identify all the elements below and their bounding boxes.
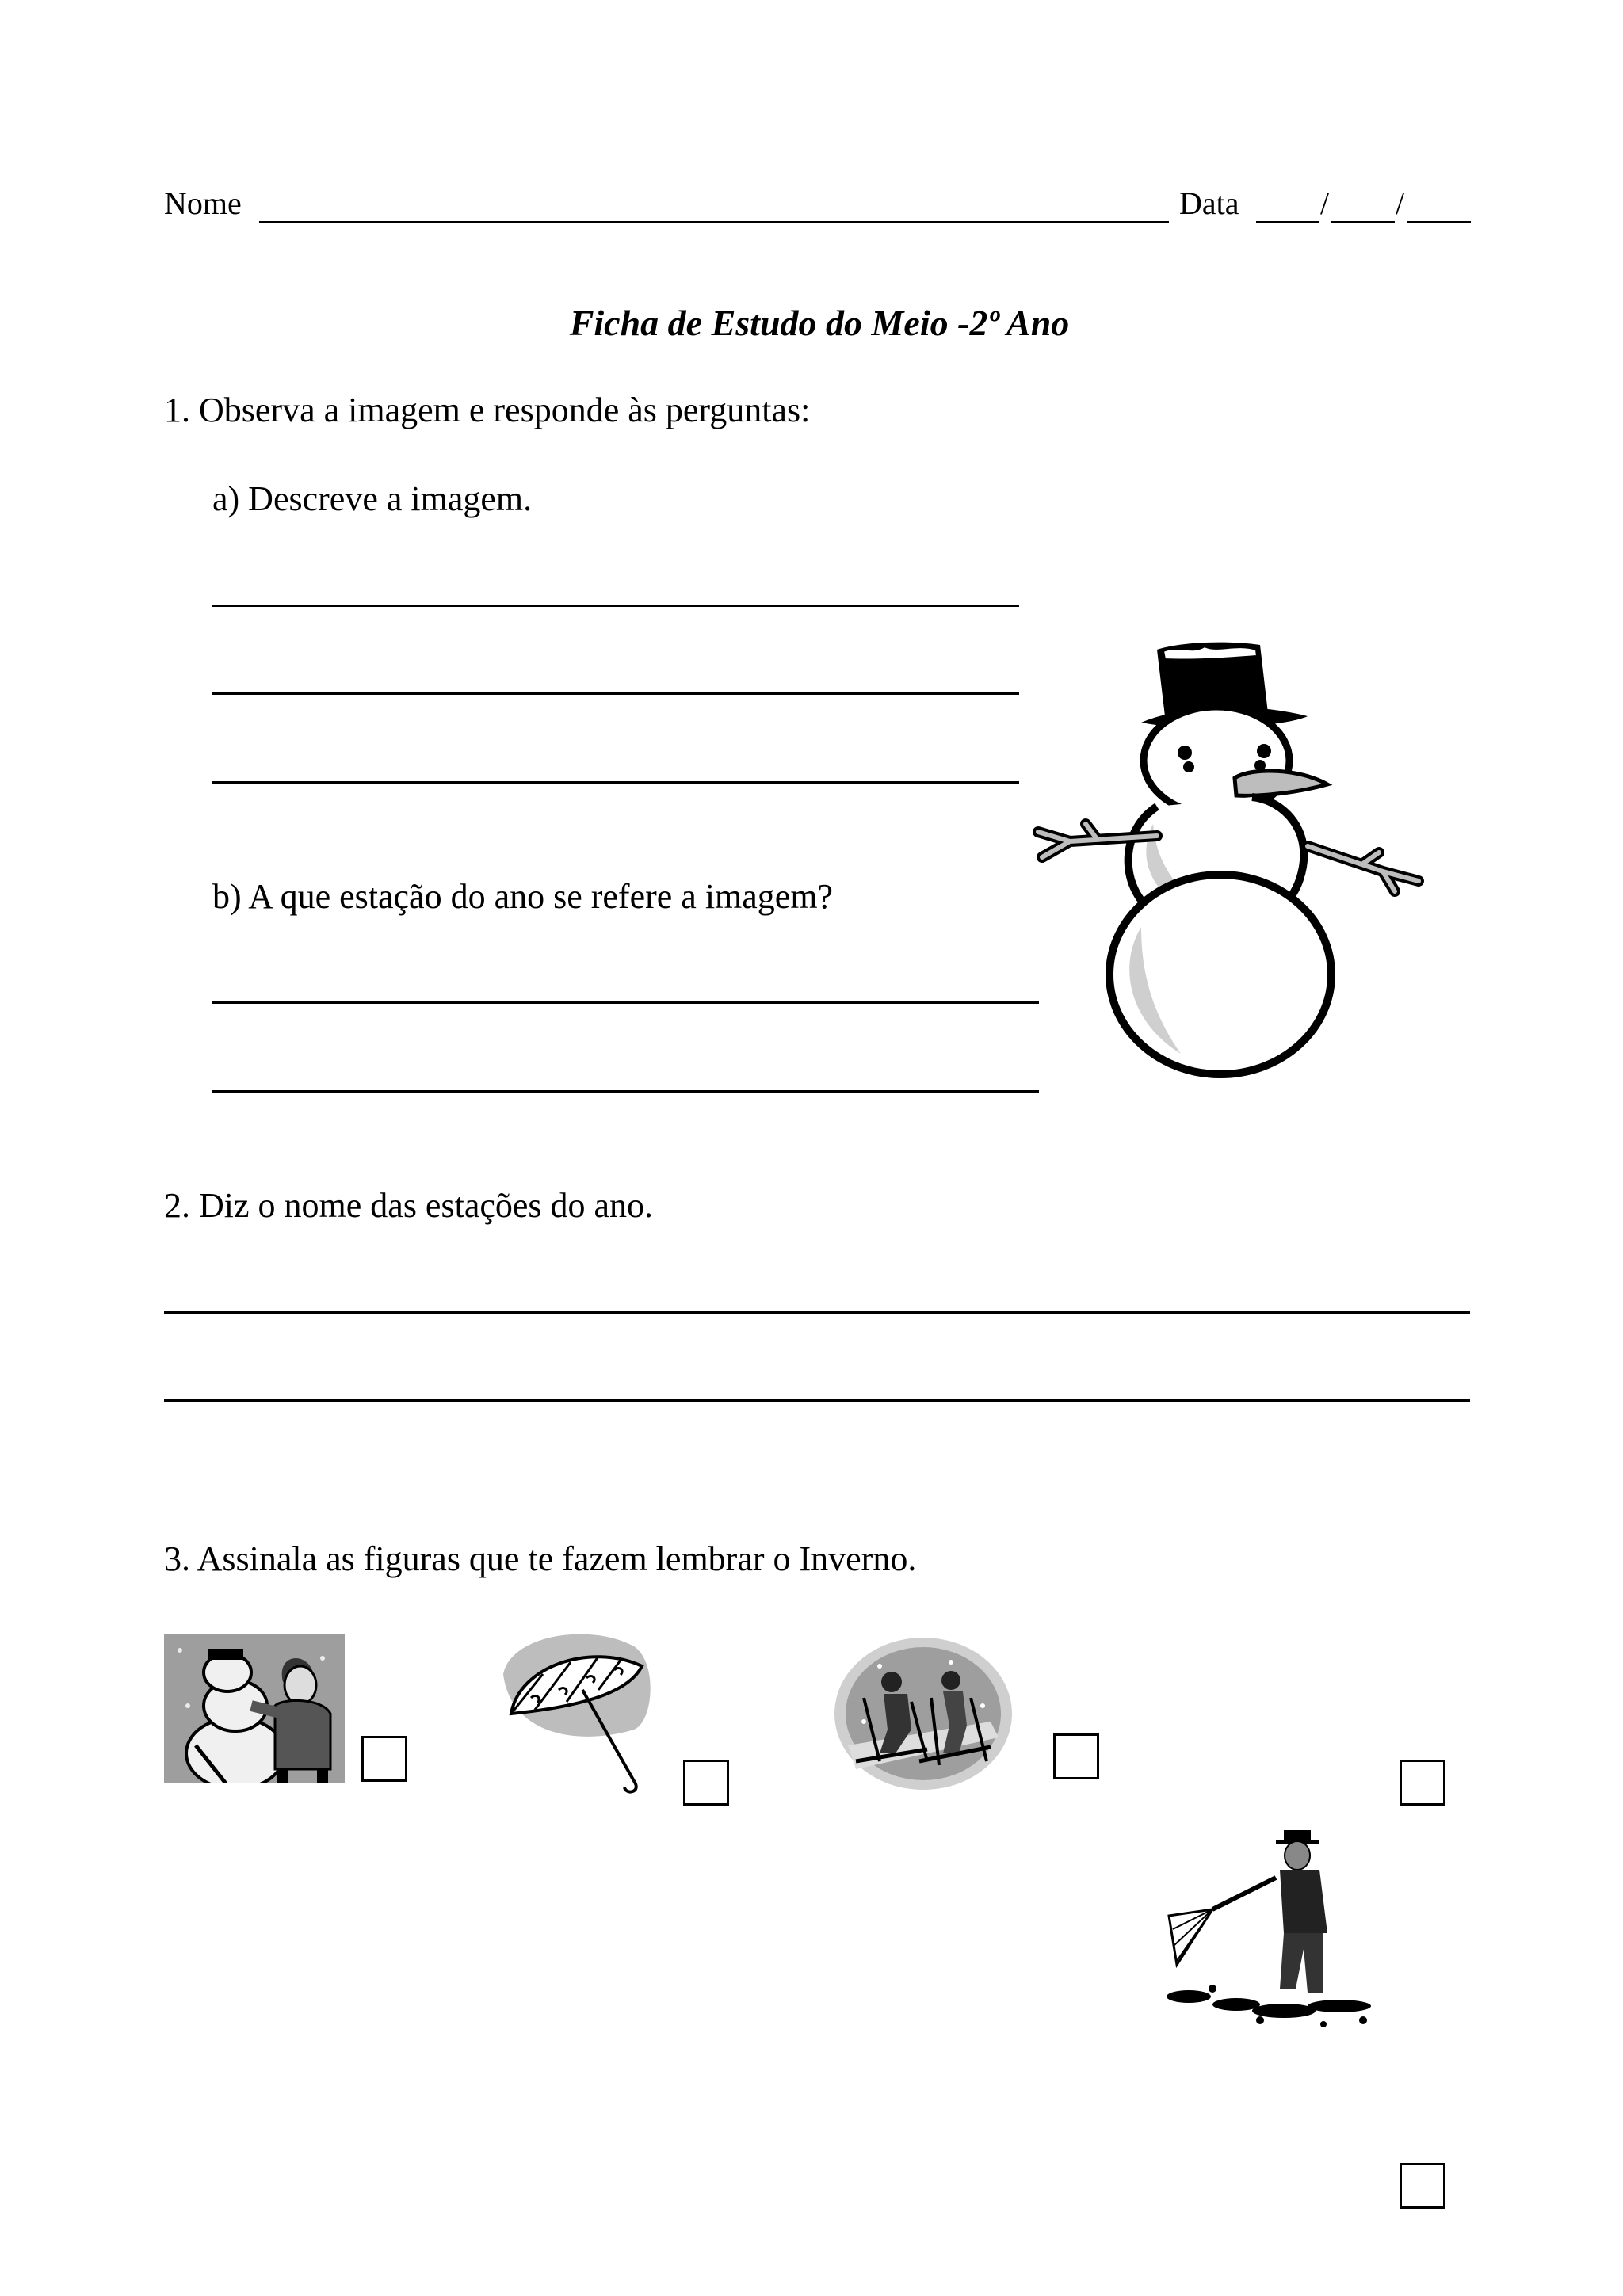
answer-line[interactable] [212, 1090, 1039, 1093]
option-checkbox[interactable] [1400, 2163, 1445, 2209]
question-2-prompt: 2. Diz o nome das estações do ano. [164, 1186, 654, 1225]
answer-line[interactable] [212, 605, 1019, 607]
skiers-icon [832, 1634, 1014, 1793]
question-1-prompt: 1. Observa a imagem e responde às perguntas: [164, 391, 811, 429]
date-separator: / [1396, 185, 1405, 221]
snowman-with-child-icon [164, 1634, 345, 1783]
option-checkbox[interactable] [361, 1736, 407, 1782]
snowman-icon [1022, 634, 1434, 1085]
question-3-prompt: 3. Assinala as figuras que te fazem lembrar o Inverno. [164, 1539, 917, 1578]
option-checkbox[interactable] [1053, 1733, 1099, 1779]
option-checkbox[interactable] [1400, 1760, 1445, 1806]
answer-line[interactable] [212, 692, 1019, 695]
question-1b-prompt: b) A que estação do ano se refere a imagem? [212, 877, 834, 916]
date-year-line[interactable] [1407, 221, 1471, 223]
page-title: Ficha de Estudo do Meio -2º Ano [569, 303, 1070, 343]
date-day-line[interactable] [1256, 221, 1319, 223]
date-separator: / [1320, 185, 1330, 221]
option-checkbox[interactable] [683, 1760, 729, 1806]
answer-line[interactable] [164, 1399, 1470, 1402]
question-1a-prompt: a) Descreve a imagem. [212, 479, 533, 518]
answer-line[interactable] [212, 1001, 1039, 1004]
name-label: Nome [164, 185, 242, 221]
answer-line[interactable] [164, 1311, 1470, 1314]
answer-line[interactable] [212, 781, 1019, 784]
raking-leaves-icon [1165, 1830, 1379, 2036]
date-label: Data [1179, 185, 1239, 221]
name-answer-line[interactable] [259, 221, 1169, 223]
umbrella-icon [495, 1627, 654, 1794]
date-month-line[interactable] [1331, 221, 1395, 223]
